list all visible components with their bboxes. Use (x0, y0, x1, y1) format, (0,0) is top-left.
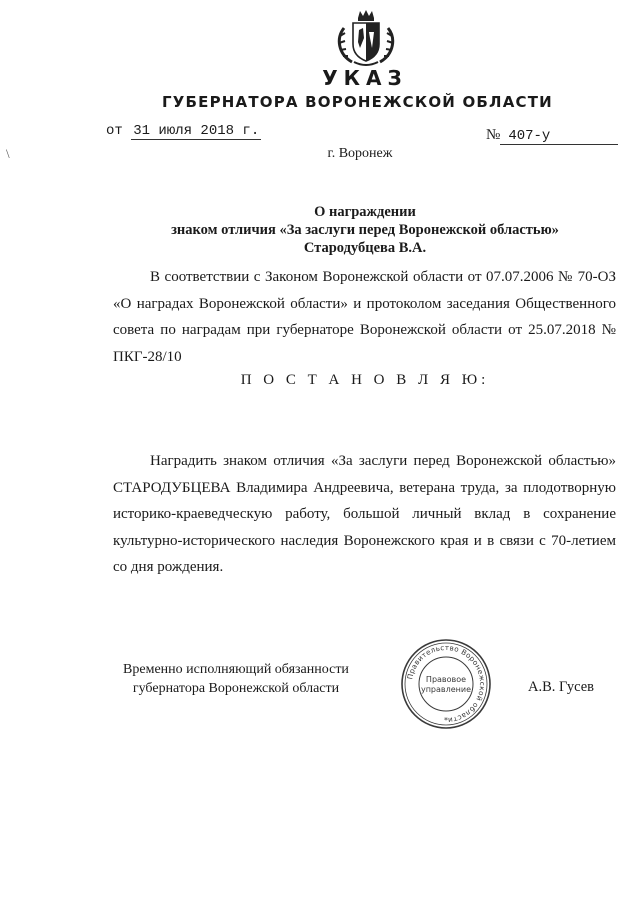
margin-mark: \ (6, 146, 10, 161)
svg-text:Правовое: Правовое (425, 675, 467, 684)
number-prefix: № (486, 127, 501, 143)
svg-text:*: * (444, 716, 448, 725)
preamble-paragraph: В соответствии с Законом Воронежской области от 07.07.2006 № 70-ОЗ «О наградах Воронежской области» и протоколом заседания Общественного совета по наградам при губернаторе Воронежской области от 25.07.2018 № ПКГ-28/10 (113, 269, 616, 365)
document-subject (0, 203, 640, 257)
date-prefix: от (106, 123, 123, 139)
date-line (106, 123, 261, 139)
subject-line-3: Стародубцева В.А. (303, 240, 427, 256)
resolution-paragraph: Наградить знаком отличия «За заслуги перед Воронежской областью» СТАРОДУБЦЕВА Владимира Андреевича, ветерана труда, за плодотворную историко-краеведческую работу, большой личный вклад в сохранение культурно-исторического наследия Воронежского края и в связи с 70-летием со дня рождения. (113, 453, 616, 575)
svg-text:Правительство Воронежской обла: Правительство Воронежской области (405, 642, 488, 726)
coat-of-arms-emblem (330, 8, 402, 68)
signatory-title (108, 660, 364, 698)
date-value: 31 июля 2018 г. (133, 123, 260, 139)
decree-word: П О С Т А Н О В Л Я Ю: (240, 372, 490, 388)
city: г. Воронеж (327, 146, 393, 161)
number-value: 407-у (500, 128, 618, 145)
document-subtitle: ГУБЕРНАТОРА ВОРОНЕЖСКОЙ ОБЛАСТИ (162, 93, 553, 111)
signatory-title-line-1: Временно исполняющий обязанности (123, 662, 349, 677)
signatory-name: А.В. Гусев (528, 679, 594, 695)
official-seal (399, 637, 493, 731)
subject-line-2: знаком отличия «За заслуги перед Воронежской областью» (171, 222, 559, 238)
svg-text:управление: управление (420, 685, 472, 694)
number-line (486, 126, 618, 145)
signatory-title-line-2: губернатора Воронежской области (132, 681, 340, 696)
document-title: УКАЗ (322, 66, 408, 90)
subject-line-1: О награждении (314, 204, 416, 220)
